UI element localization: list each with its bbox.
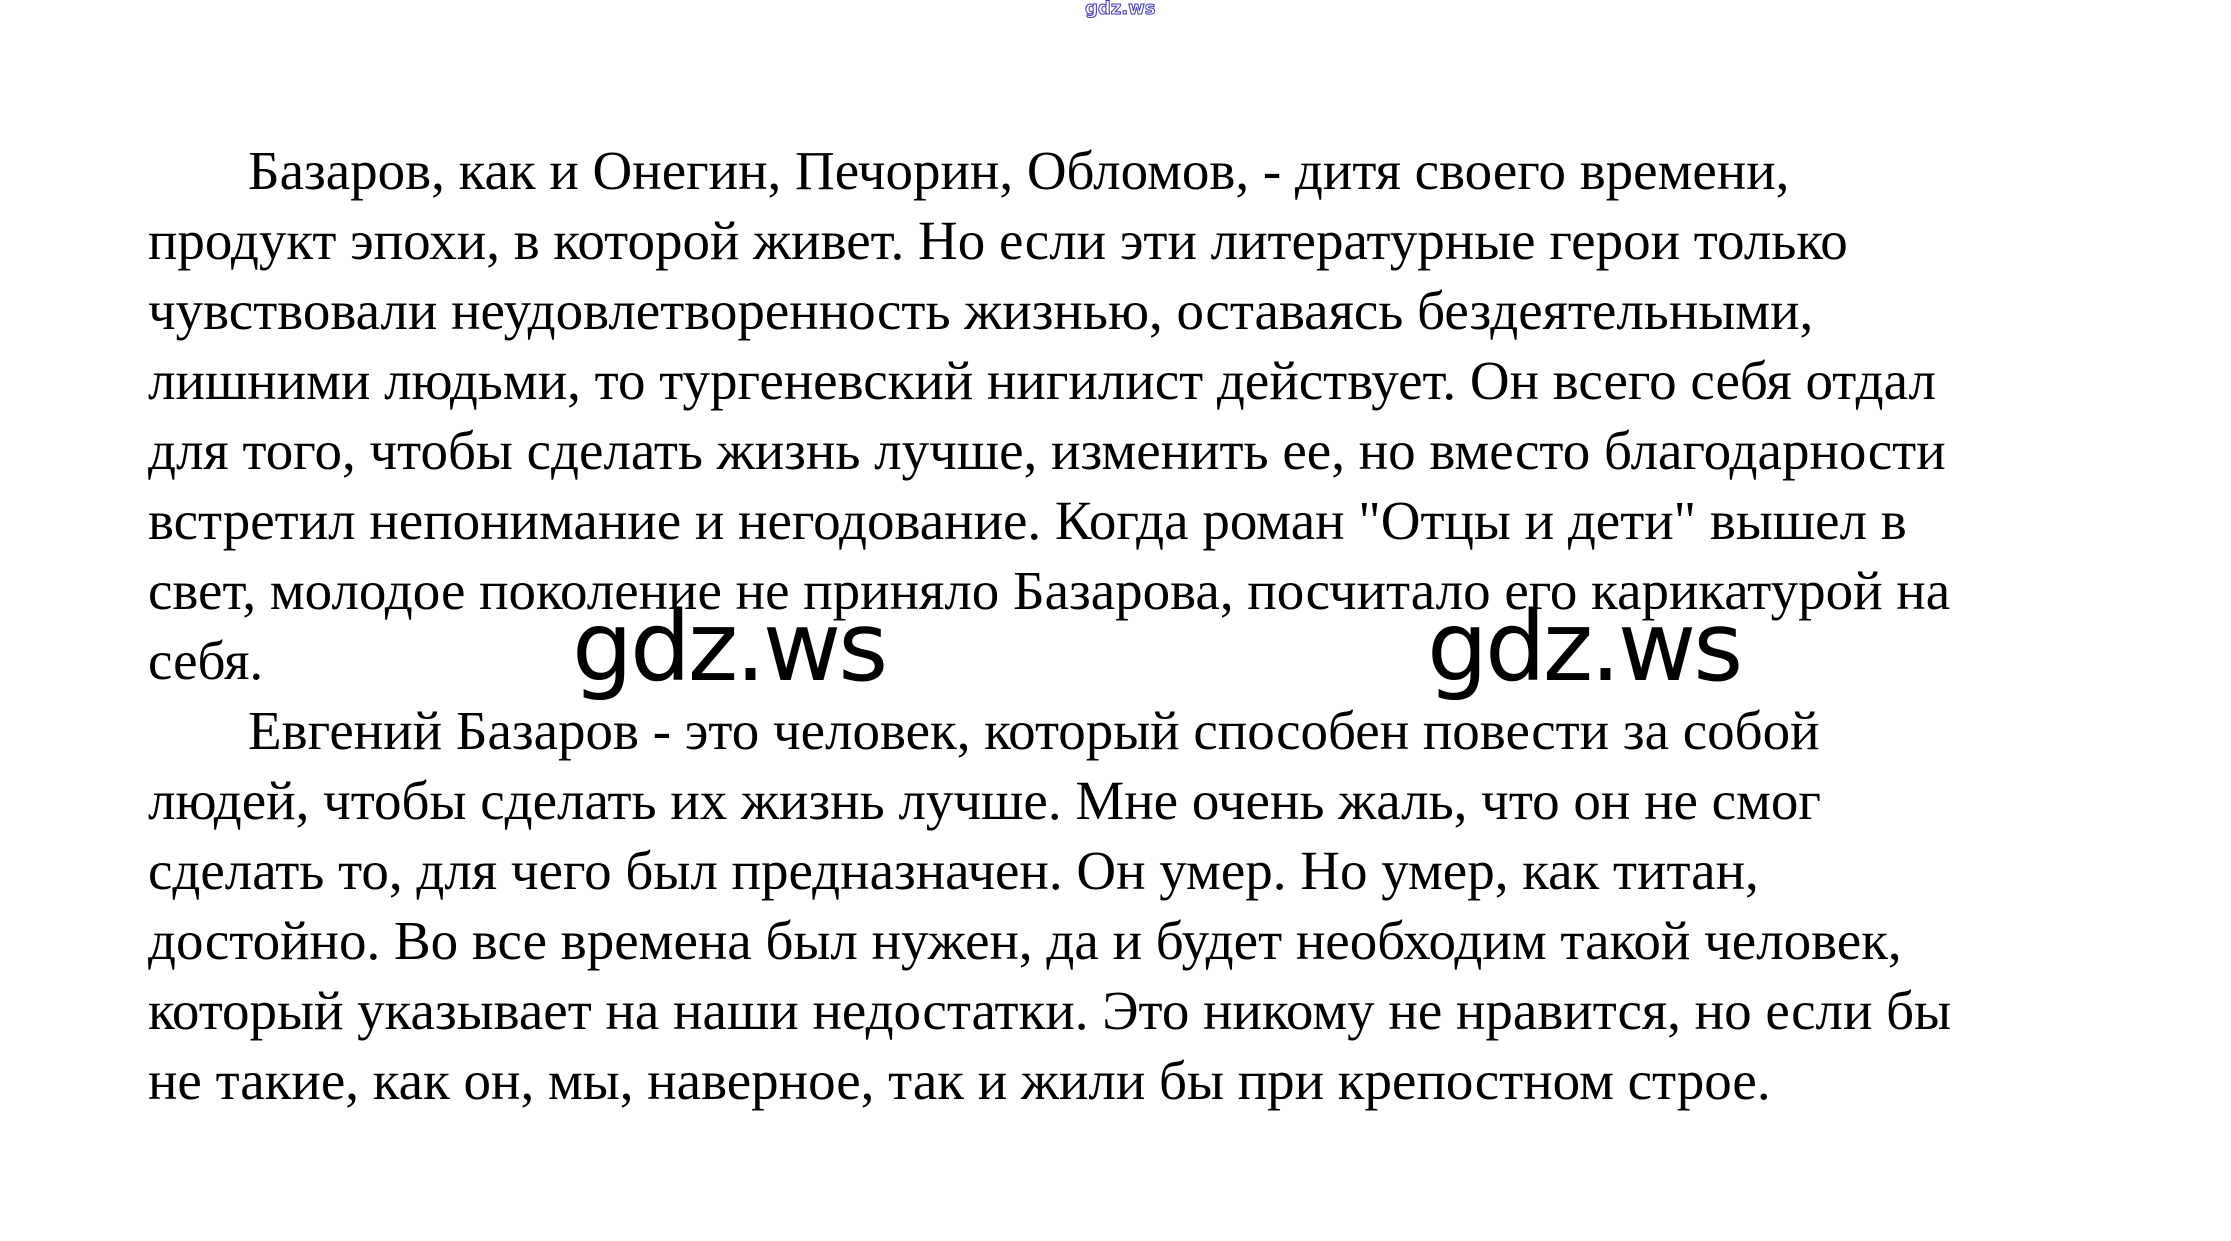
text-line: чувствовали неудовлетворенность жизнью, оставаясь бездеятельными, <box>148 280 1814 341</box>
text-line: не такие, как он, мы, наверное, так и жили бы при крепостном строе. <box>148 1050 1771 1111</box>
paragraph-1 <box>148 136 2168 703</box>
text-line: достойно. Во все времена был нужен, да и будет необходим такой человек, <box>148 910 1902 971</box>
text-line: лишними людьми, то тургеневский нигилист действует. Он всего себя отдал <box>148 350 1936 411</box>
text-line: Базаров, как и Онегин, Печорин, Обломов, - дитя своего времени, <box>248 140 1790 201</box>
text-line: который указывает на наши недостатки. Это никому не нравится, но если бы <box>148 980 1952 1041</box>
text-line: свет, молодое поколение не приняло Базарова, посчитало его карикатурой на <box>148 560 1951 621</box>
paragraph-2 <box>148 696 2168 1116</box>
text-line: сделать то, для чего был предназначен. Он умер. Но умер, как титан, <box>148 840 1759 901</box>
text-line: Евгений Базаров - это человек, который способен повести за собой <box>248 700 1820 761</box>
gdz-watermark-large-left: gdz.ws <box>572 591 886 703</box>
text-line: для того, чтобы сделать жизнь лучше, изменить ее, но вместо благодарности <box>148 420 1946 481</box>
essay-text <box>148 136 2168 1116</box>
text-line: встретил непонимание и негодование. Когда роман "Отцы и дети" вышел в <box>148 490 1907 551</box>
text-line: продукт эпохи, в которой живет. Но если эти литературные герои только <box>148 210 1848 271</box>
gdz-watermark-small: gdz.ws <box>1085 0 1156 19</box>
gdz-watermark-large-right: gdz.ws <box>1427 591 1741 703</box>
text-line: себя. <box>148 630 264 691</box>
text-line: людей, чтобы сделать их жизнь лучше. Мне очень жаль, что он не смог <box>148 770 1821 831</box>
